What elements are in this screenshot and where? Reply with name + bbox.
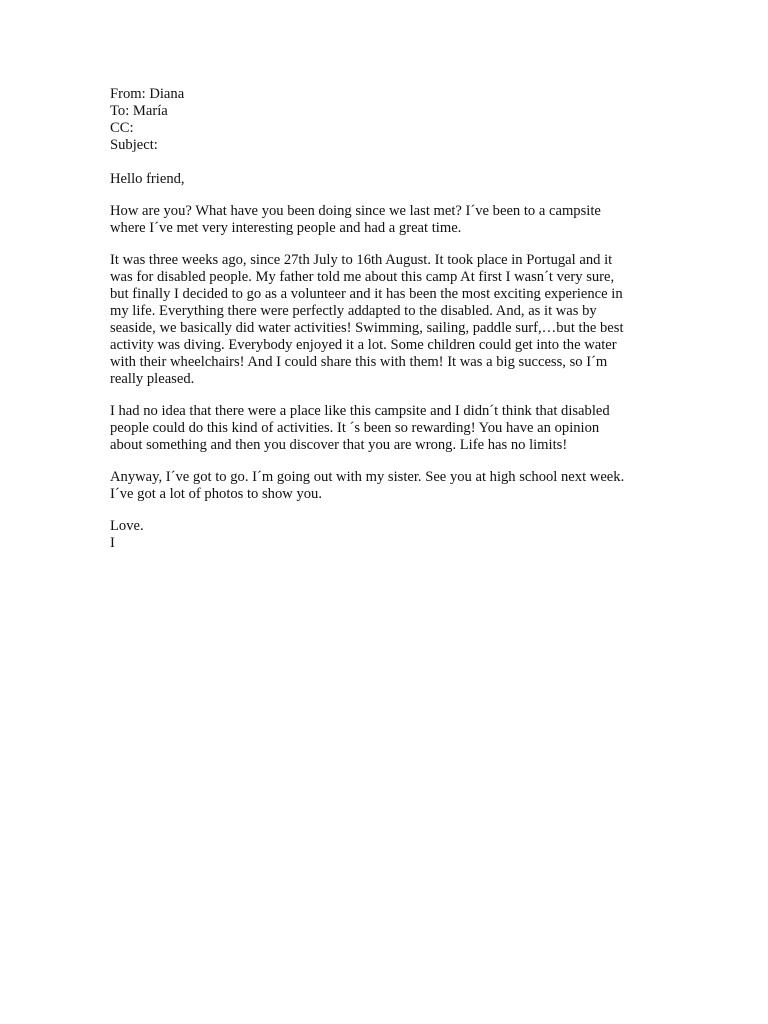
text-line: where I´ve met very interesting people and had a great time. xyxy=(110,220,462,236)
paragraph-2 xyxy=(110,252,670,388)
to-line: To: María xyxy=(110,103,168,119)
text-line: people could do this kind of activities. It ´s been so rewarding! You have an opinion xyxy=(110,420,600,436)
paragraph-3 xyxy=(110,403,670,454)
text-line: was for disabled people. My father told me about this camp At first I wasn´t very sure, xyxy=(110,269,615,285)
text-line: It was three weeks ago, since 27th July to 16th August. It took place in Portugal and it xyxy=(110,252,613,268)
greeting: Hello friend, xyxy=(110,171,185,187)
subject-line: Subject: xyxy=(110,137,158,153)
text-line: but finally I decided to go as a volunteer and it has been the most exciting experience in xyxy=(110,286,623,302)
signature: I xyxy=(110,535,115,551)
cc-line: CC: xyxy=(110,120,134,136)
text-line: my life. Everything there were perfectly addapted to the disabled. And, as it was by xyxy=(110,303,597,319)
paragraph-4 xyxy=(110,469,670,503)
text-line: seaside, we basically did water activities! Swimming, sailing, paddle surf,…but the best xyxy=(110,320,624,336)
text-line: activity was diving. Everybody enjoyed it a lot. Some children could get into the water xyxy=(110,337,617,353)
text-line: really pleased. xyxy=(110,371,195,387)
text-line: I´ve got a lot of photos to show you. xyxy=(110,486,322,502)
text-line: about something and then you discover that you are wrong. Life has no limits! xyxy=(110,437,568,453)
text-line: I had no idea that there were a place like this campsite and I didn´t think that disabled xyxy=(110,403,610,419)
letter-body xyxy=(110,86,670,552)
text-line: How are you? What have you been doing since we last met? I´ve been to a campsite xyxy=(110,203,601,219)
closing xyxy=(110,518,670,552)
from-line: From: Diana xyxy=(110,86,185,102)
paragraph-1 xyxy=(110,203,670,237)
sign-off: Love. xyxy=(110,518,144,534)
text-line: with their wheelchairs! And I could share this with them! It was a big success, so I´m xyxy=(110,354,608,370)
text-line: Anyway, I´ve got to go. I´m going out with my sister. See you at high school next week. xyxy=(110,469,625,485)
email-header xyxy=(110,86,670,154)
